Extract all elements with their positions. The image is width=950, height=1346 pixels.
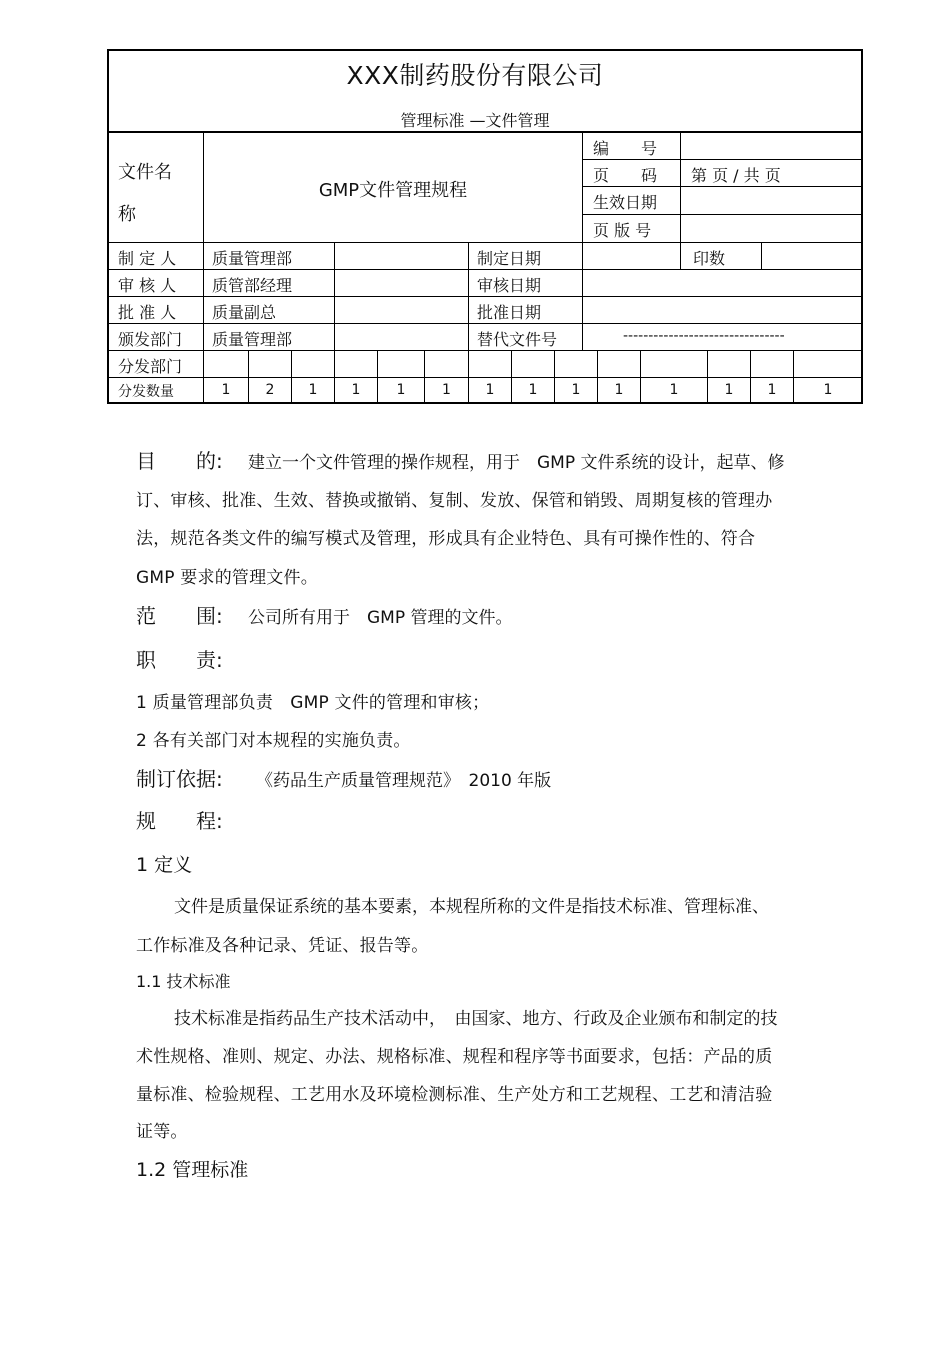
sign-row-2-label: 审 核 人	[107, 269, 204, 297]
dist-qty-cell: 1	[377, 377, 425, 404]
file-name-label: 文件名	[118, 162, 172, 183]
section-1-1-line-3: 量标准、检验规程、工艺用水及环境检测标准、生产处方和工艺规程、工艺和清洁验	[136, 1085, 773, 1105]
dist-dept-cell	[640, 350, 708, 378]
dist-qty-cell: 1	[793, 377, 863, 404]
dist-qty-cell: 1	[511, 377, 555, 404]
basis-label: 制订依据:	[136, 767, 223, 791]
duty-2: 2 各有关部门对本规程的实施负责。	[136, 731, 411, 751]
sign-row-1-date-label: 制定日期	[468, 242, 583, 270]
dist-qty-cell: 1	[640, 377, 708, 404]
dist-qty-cell: 1	[554, 377, 598, 404]
file-name-label-cell	[107, 132, 204, 243]
dist-qty-cell: 1	[203, 377, 249, 404]
dist-dept-cell	[511, 350, 555, 378]
info-label-4: 页 版 号	[582, 214, 681, 243]
sign-row-3-label: 批 准 人	[107, 296, 204, 324]
sign-row-2-date-label: 审核日期	[468, 269, 583, 297]
sign-row-3-dept: 质量副总	[203, 296, 335, 324]
dist-dept-cell	[248, 350, 292, 378]
info-label-2: 页 码	[582, 159, 681, 187]
section-1-1-line-4: 证等。	[136, 1122, 188, 1142]
sign-row-3-sign	[334, 296, 469, 324]
purpose-label: 目 的:	[136, 449, 223, 473]
purpose-line-3: 法，规范各类文件的编写模式及管理，形成具有企业特色、具有可操作性的、符合	[136, 529, 756, 549]
dist-dept-label: 分发部门	[107, 350, 204, 378]
dist-dept-cell	[793, 350, 863, 378]
info-label-1: 编 号	[582, 132, 681, 160]
dist-qty-cell: 1	[334, 377, 378, 404]
dist-qty-cell: 1	[424, 377, 469, 404]
sign-row-1-dept: 质量管理部	[203, 242, 335, 270]
dist-qty-cell: 1	[707, 377, 751, 404]
procedure-label: 规 程:	[136, 809, 223, 833]
basis-text: 《药品生产质量管理规范》 2010 年版	[256, 771, 552, 791]
company-title: XXX制药股份有限公司	[346, 61, 604, 90]
sign-row-1-label: 制 定 人	[107, 242, 204, 270]
print-count-label: 印数	[680, 242, 762, 270]
scope-label: 范 围:	[136, 604, 223, 628]
sign-row-1-date	[582, 242, 681, 270]
info-value-2	[680, 159, 862, 187]
dist-dept-cell	[424, 350, 469, 378]
sign-row-4-date-label: 替代文件号	[468, 323, 583, 351]
sign-row-2-date	[582, 269, 862, 297]
purpose-line-2: 订、审核、批准、生效、替换或撤销、复制、发放、保管和销毁、周期复核的管理办	[136, 491, 773, 511]
dist-qty-cell: 1	[291, 377, 335, 404]
sign-row-4-label: 颁发部门	[107, 323, 204, 351]
dist-qty-cell: 2	[248, 377, 292, 404]
replace-doc-value: --------------------------------	[582, 323, 862, 351]
dist-dept-cell	[750, 350, 794, 378]
sign-row-2-dept: 质管部经理	[203, 269, 335, 297]
info-label-3: 生效日期	[582, 186, 681, 215]
section-1-line-2: 工作标准及各种记录、凭证、报告等。	[136, 936, 429, 956]
dist-dept-cell	[468, 350, 512, 378]
sign-row-3-date-label: 批准日期	[468, 296, 583, 324]
sign-row-2-sign	[334, 269, 469, 297]
sign-row-4-sign	[334, 323, 469, 351]
duty-1: 1 质量管理部负责 GMP 文件的管理和审核；	[136, 693, 490, 713]
purpose-line-1: 建立一个文件管理的操作规程，用于 GMP 文件系统的设计，起草、修	[248, 453, 785, 473]
dist-dept-cell	[377, 350, 425, 378]
scope-text: 公司所有用于 GMP 管理的文件。	[248, 608, 513, 628]
doc-subtitle: 管理标准 —文件管理	[400, 111, 550, 130]
section-1-1-line-1: 技术标准是指药品生产技术活动中， 由国家、地方、行政及企业颁布和制定的技	[174, 1009, 778, 1029]
info-value-1	[680, 132, 862, 160]
purpose-line-4: GMP 要求的管理文件。	[136, 568, 318, 588]
dist-dept-cell	[707, 350, 751, 378]
dist-dept-cell	[291, 350, 335, 378]
dist-dept-cell	[554, 350, 598, 378]
section-1-title: 1 定义	[136, 854, 193, 876]
info-value-3	[680, 186, 862, 215]
duty-label: 职 责:	[136, 648, 223, 672]
section-1-1-title: 1.1 技术标准	[136, 972, 231, 991]
dist-qty-cell: 1	[468, 377, 512, 404]
print-count-value	[761, 242, 862, 270]
dist-dept-cell	[334, 350, 378, 378]
dist-dept-cell	[597, 350, 641, 378]
section-1-line-1: 文件是质量保证系统的基本要素，本规程所称的文件是指技术标准、管理标准、	[174, 897, 769, 917]
info-value-4	[680, 214, 862, 243]
sign-row-3-date	[582, 296, 862, 324]
file-title: GMP文件管理规程	[318, 180, 468, 201]
dist-qty-cell: 1	[750, 377, 794, 404]
file-name-label-cont: 称	[118, 204, 136, 225]
page-count-value: 第 页 / 共 页	[691, 166, 781, 185]
section-1-2-title: 1.2 管理标准	[136, 1159, 249, 1181]
sign-row-1-sign	[334, 242, 469, 270]
section-1-1-line-2: 术性规格、准则、规定、办法、规格标准、规程和程序等书面要求，包括：产品的质	[136, 1047, 773, 1067]
dist-qty-label: 分发数量	[107, 377, 204, 404]
dist-dept-cell	[203, 350, 249, 378]
dist-qty-cell: 1	[597, 377, 641, 404]
sign-row-4-dept: 质量管理部	[203, 323, 335, 351]
